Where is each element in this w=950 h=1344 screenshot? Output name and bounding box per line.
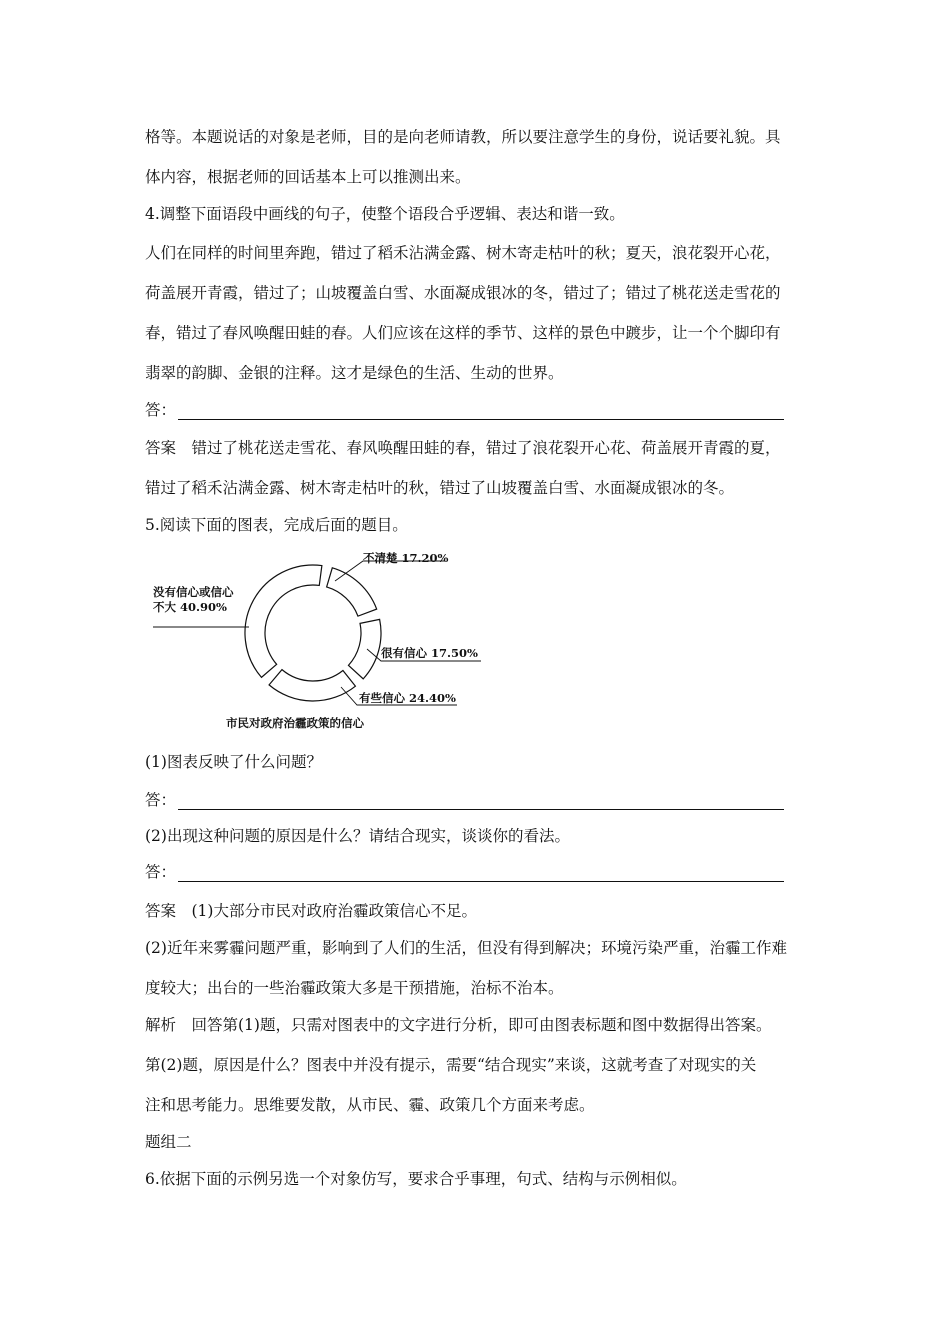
paragraph-line: 人们在同样的时间里奔跑，错过了稻禾沾满金露、树木寄走枯叶的秋；夏天，浪花裂开心花， — [145, 244, 781, 262]
analysis-line: 第(2)题，原因是什么？图表中并没有提示，需要“结合现实”来谈，这就考查了对现实的关 — [145, 1056, 757, 1074]
paragraph-line: 荷盖展开青霞，错过了；山坡覆盖白雪、水面凝成银冰的冬，错过了；错过了桃花送走雪花的 — [145, 284, 781, 302]
group-title: 题组二 — [145, 1133, 192, 1151]
paragraph-line: 体内容，根据老师的回话基本上可以推测出来。 — [145, 168, 471, 186]
answer-prompt: 答： — [145, 791, 177, 809]
slice-label-2: 有些信心 24.40% — [359, 691, 456, 705]
paragraph-line: 格等。本题说话的对象是老师，目的是向老师请教，所以要注意学生的身份，说话要礼貌。具 — [145, 128, 781, 146]
donut-slice-3 — [245, 565, 322, 677]
answer-line: 错过了稻禾沾满金露、树木寄走枯叶的秋，错过了山坡覆盖白雪、水面凝成银冰的冬。 — [145, 479, 735, 497]
answer-blank-row — [145, 862, 784, 882]
answer-blank-row — [145, 790, 784, 810]
question-4-title: 4.调整下面语段中画线的句子，使整个语段合乎逻辑、表达和谐一致。 — [145, 205, 625, 223]
answer-blank-row — [145, 400, 784, 420]
donut-slice-1 — [348, 619, 381, 679]
question-5-2: (2)出现这种问题的原因是什么？请结合现实，谈谈你的看法。 — [145, 827, 570, 845]
answer-line: 答案 错过了桃花送走雪花、春风唤醒田蛙的春，错过了浪花裂开心花、荷盖展开青霞的夏， — [145, 439, 781, 457]
question-5-title: 5.阅读下面的图表，完成后面的题目。 — [145, 516, 408, 534]
answer-line: 度较大；出台的一些治霾政策大多是干预措施，治标不治本。 — [145, 979, 564, 997]
question-5-1: (1)图表反映了什么问题？ — [145, 753, 322, 771]
slice-label-1: 很有信心 17.50% — [381, 646, 478, 660]
answer-prompt: 答： — [145, 863, 177, 881]
chart-arcs — [245, 565, 381, 701]
answer-blank[interactable] — [178, 405, 784, 420]
paragraph-line: 翡翠的韵脚、金银的注释。这才是绿色的生活、生动的世界。 — [145, 364, 564, 382]
analysis-line: 解析 回答第(1)题，只需对图表中的文字进行分析，即可由图表标题和图中数据得出答案。 — [145, 1016, 772, 1034]
donut-slice-2 — [269, 670, 355, 701]
chart-title: 市民对政府治霾政策的信心 — [226, 716, 364, 730]
answer-line: (2)近年来雾霾问题严重，影响到了人们的生活，但没有得到解决；环境污染严重，治霾工作难 — [145, 939, 787, 957]
slice-label-3: 不大 40.90% — [153, 600, 227, 614]
answer-line: 答案 (1)大部分市民对政府治霾政策信心不足。 — [145, 902, 477, 920]
slice-label-0: 不清楚 17.20% — [363, 551, 449, 565]
analysis-line: 注和思考能力。思维要发散，从市民、霾、政策几个方面来考虑。 — [145, 1096, 595, 1114]
question-6-title: 6.依据下面的示例另选一个对象仿写，要求合乎事理，句式、结构与示例相似。 — [145, 1170, 687, 1188]
donut-chart — [145, 545, 505, 740]
paragraph-line: 春，错过了春风唤醒田蛙的春。人们应该在这样的季节、这样的景色中踱步，让一个个脚印有 — [145, 324, 781, 342]
answer-blank[interactable] — [178, 867, 784, 882]
donut-slice-0 — [327, 568, 377, 616]
answer-blank[interactable] — [178, 795, 784, 810]
slice-label-3: 没有信心或信心 — [153, 585, 234, 599]
answer-prompt: 答： — [145, 401, 177, 419]
